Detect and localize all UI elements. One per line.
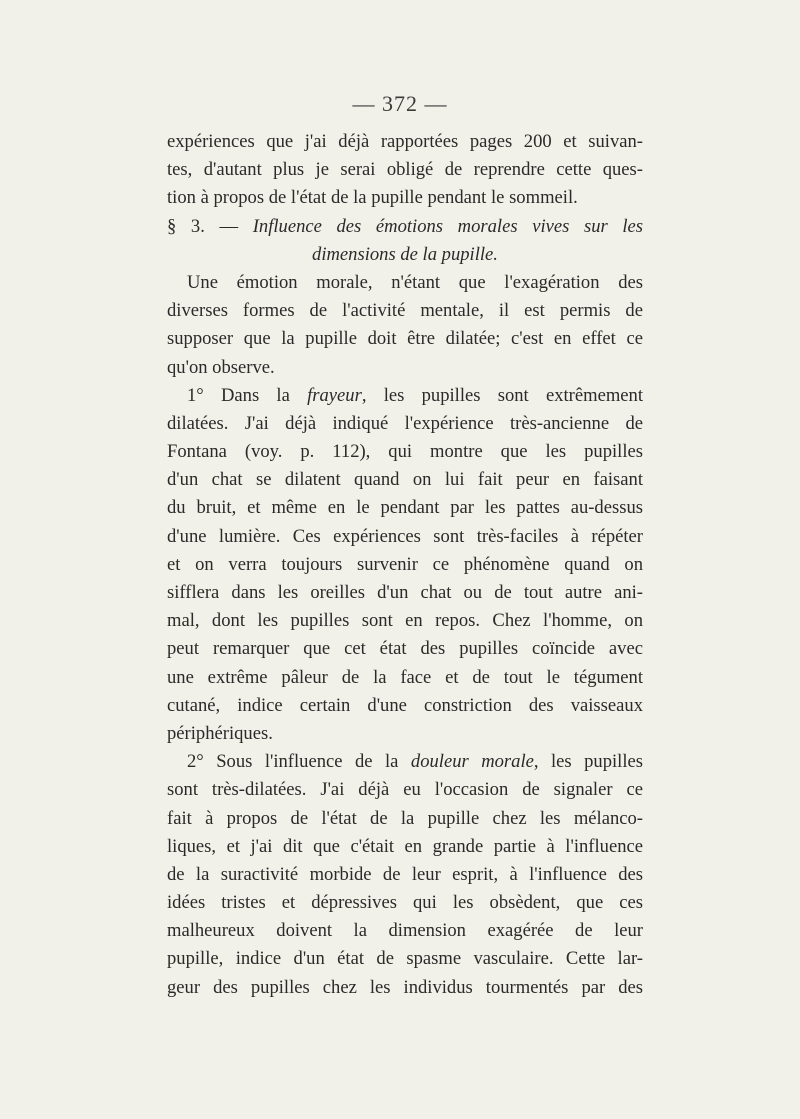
body-text (167, 128, 643, 1002)
text-line: expériences que j'ai déjà rapportées pages 200 et suivan- (167, 131, 643, 152)
text-line: périphériques. (167, 722, 273, 744)
text-line: de la suractivité morbide de leur esprit, à l'influence des (167, 863, 643, 885)
text-line: peut remarquer que cet état des pupilles coïncide avec (167, 638, 643, 660)
text-line: diverses formes de l'activité mentale, il est permis de (167, 300, 643, 322)
section-title-part: dimensions de la pupille. (312, 243, 498, 265)
text-line: sifflera dans les oreilles d'un chat ou de tout autre ani- (167, 582, 643, 603)
text-line: sont très-dilatées. J'ai déjà eu l'occasion de signaler ce (167, 779, 643, 801)
emphasis-douleur-morale: douleur morale (410, 751, 534, 773)
text-line: d'une lumière. Ces expériences sont très-faciles à répéter (167, 525, 643, 547)
text-fragment: 1° Dans la (187, 384, 308, 406)
section-number: § 3. — (167, 215, 253, 237)
emphasis-frayeur: frayeur (307, 384, 362, 406)
text-fragment: 2° Sous l'influence de la (187, 751, 411, 773)
section-heading (167, 213, 643, 241)
text-line: liques, et j'ai dit que c'était en grande partie à l'influence (167, 835, 643, 857)
text-line: fait à propos de l'état de la pupille chez les mélanco- (167, 807, 643, 829)
text-line: cutané, indice certain d'une constriction des vaisseaux (167, 694, 643, 716)
text-line: une extrême pâleur de la face et de tout le tégument (167, 666, 643, 688)
text-fragment: , les pupilles (533, 751, 643, 773)
text-line: qu'on observe. (167, 356, 275, 378)
text-fragment: , les pupilles sont extrêmement (361, 384, 644, 406)
text-line: dilatées. J'ai déjà indiqué l'expérience très-ancienne de (167, 412, 643, 434)
text-line: pupille, indice d'un état de spasme vasculaire. Cette lar- (167, 948, 643, 970)
text-line: tes, d'autant plus je serai obligé de reprendre cette ques- (167, 159, 643, 181)
text-line: tion à propos de l'état de la pupille pendant le sommeil. (167, 187, 578, 209)
text-line: geur des pupilles chez les individus tourmentés par des (167, 976, 643, 998)
page-number: — 372 — (352, 91, 448, 116)
text-line: Fontana (voy. p. 112), qui montre que les pupilles (167, 441, 643, 463)
section-title-part: Influence des émotions morales vives sur les (252, 215, 644, 237)
text-line (167, 382, 643, 410)
text-line: idées tristes et dépressives qui les obsèdent, que ces (167, 892, 643, 914)
text-line: du bruit, et même en le pendant par les pattes au-dessus (167, 497, 643, 519)
text-line: supposer que la pupille doit être dilatée; c'est en effet ce (167, 328, 643, 350)
text-line: mal, dont les pupilles sont en repos. Chez l'homme, on (167, 610, 643, 632)
text-line (167, 748, 643, 776)
text-line: malheureux doivent la dimension exagérée de leur (167, 920, 643, 942)
section-heading-continued (167, 241, 643, 269)
text-line: Une émotion morale, n'étant que l'exagération des (187, 271, 643, 293)
text-line: et on verra toujours survenir ce phénomène quand on (167, 553, 643, 575)
text-line: d'un chat se dilatent quand on lui fait peur en faisant (167, 469, 643, 491)
